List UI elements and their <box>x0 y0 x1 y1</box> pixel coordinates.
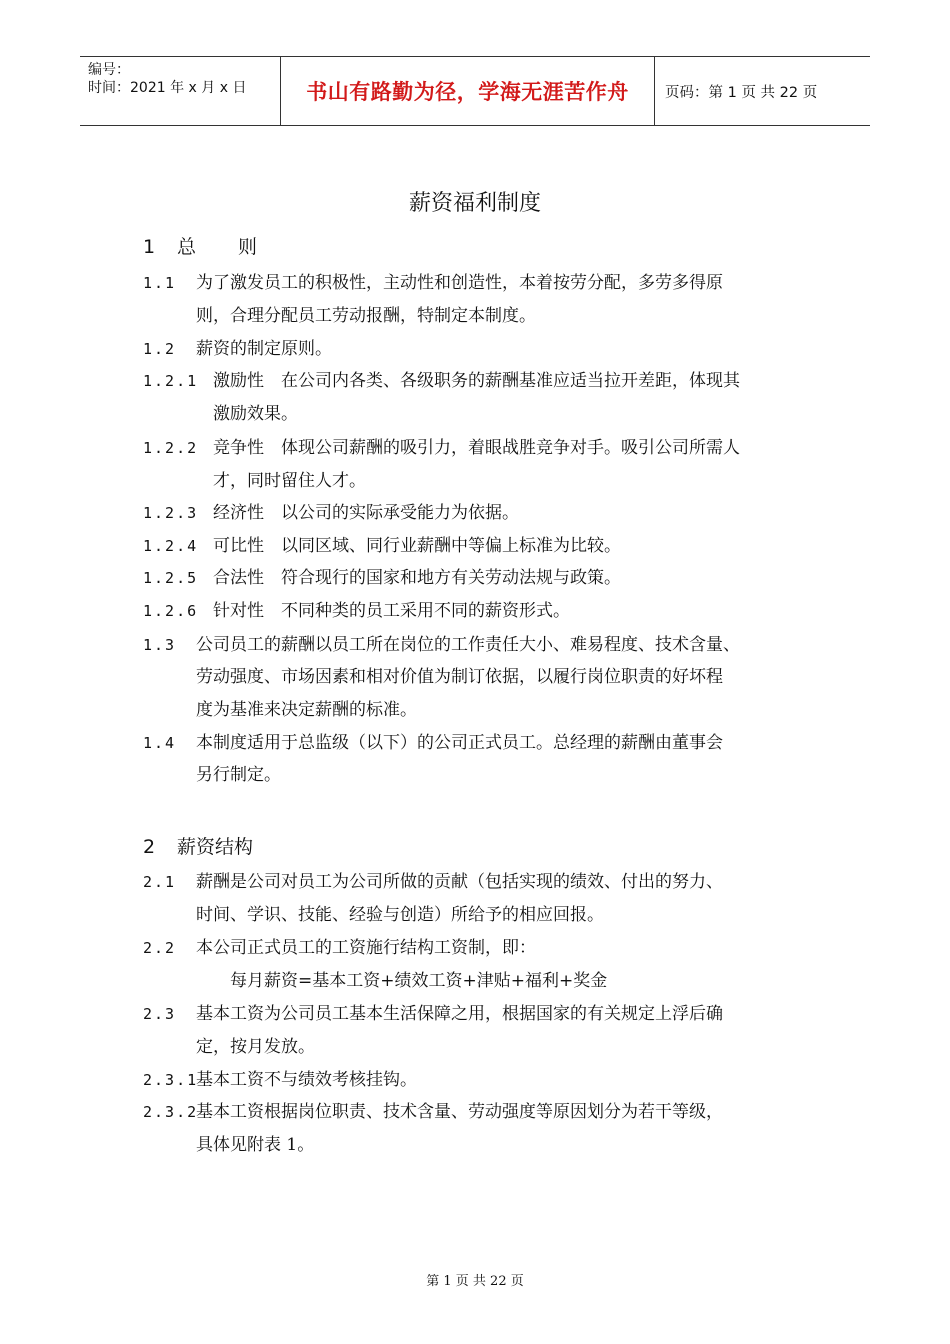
section-number: 1 <box>143 236 156 258</box>
time-label: 时间：2021 年 x 月 x 日 <box>88 80 247 96</box>
text-line <box>213 470 366 492</box>
clause-text: 竞争性 体现公司薪酬的吸引力，着眼战胜竞争对手。吸引公司所需人 <box>213 438 740 458</box>
clause-number: 1.2.5 <box>143 569 199 587</box>
clause-text: 本制度适用于总监级（以下）的公司正式员工。总经理的薪酬由董事会 <box>196 733 723 753</box>
clause-number: 2.1 <box>143 873 177 891</box>
clause-text-continued: 激励效果。 <box>213 404 298 424</box>
clause-text-continued: 每月薪资=基本工资+绩效工资+津贴+福利+奖金 <box>230 971 608 991</box>
clause-text: 基本工资不与绩效考核挂钩。 <box>196 1070 417 1090</box>
clause-number: 1.1 <box>143 274 177 292</box>
clause-number: 1.2.1 <box>143 372 199 390</box>
clause-text: 薪酬是公司对员工为公司所做的贡献（包括实现的绩效、付出的努力、 <box>196 872 723 892</box>
clause-text-continued: 定，按月发放。 <box>196 1037 315 1057</box>
text-line <box>196 699 417 721</box>
header-motto: 书山有路勤为径，学海无涯苦作舟 <box>281 57 655 125</box>
clause-text: 本公司正式员工的工资施行结构工资制，即： <box>196 938 536 958</box>
header-page-info: 页码：第 1 页 共 22 页 <box>665 84 818 101</box>
clause-text: 激励性 在公司内各类、各级职务的薪酬基准应适当拉开差距，体现其 <box>213 371 740 391</box>
clause-number: 1.2 <box>143 340 177 358</box>
clause-text-continued: 具体见附表 1。 <box>196 1135 315 1155</box>
text-line <box>230 970 607 992</box>
clause-number: 1.2.3 <box>143 504 199 522</box>
clause-text: 公司员工的薪酬以员工所在岗位的工作责任大小、难易程度、技术含量、 <box>196 635 740 655</box>
clause-number: 1.2.2 <box>143 439 199 457</box>
number-label: 编号： <box>88 62 130 78</box>
text-line <box>196 1134 314 1156</box>
text-line <box>196 904 604 926</box>
clause-text: 薪资的制定原则。 <box>196 339 332 359</box>
clause-number: 1.2.4 <box>143 537 199 555</box>
clause-text: 合法性 符合现行的国家和地方有关劳动法规与政策。 <box>213 568 621 588</box>
clause-text: 针对性 不同种类的员工采用不同的薪资形式。 <box>213 601 570 621</box>
clause-text: 为了激发员工的积极性，主动性和创造性，本着按劳分配，多劳多得原 <box>196 273 723 293</box>
section-heading-1 <box>143 232 275 259</box>
page-footer: 第 1 页 共 22 页 <box>426 1274 524 1289</box>
document-header <box>80 56 870 126</box>
clause-number: 1.3 <box>143 636 177 654</box>
clause-text-continued: 时间、学识、技能、经验与创造）所给予的相应回报。 <box>196 905 604 925</box>
clause-text-continued: 另行制定。 <box>196 765 281 785</box>
clause-text: 经济性 以公司的实际承受能力为依据。 <box>213 503 519 523</box>
clause-number: 2.2 <box>143 939 177 957</box>
section-heading-2 <box>143 832 253 859</box>
clause-text: 基本工资根据岗位职责、技术含量、劳动强度等原因划分为若干等级， <box>196 1102 723 1122</box>
text-line <box>196 305 536 327</box>
text-line <box>196 1036 315 1058</box>
clause-text-continued: 才，同时留住人才。 <box>213 471 366 491</box>
clause-number: 2.3 <box>143 1005 177 1023</box>
clause-number: 1.2.6 <box>143 602 199 620</box>
text-line <box>213 403 298 425</box>
text-line <box>196 764 281 786</box>
clause-number: 1.4 <box>143 734 177 752</box>
clause-text-continued: 则，合理分配员工劳动报酬，特制定本制度。 <box>196 306 536 326</box>
clause-text-continued: 劳动强度、市场因素和相对价值为制订依据，以履行岗位职责的好坏程 <box>196 667 723 687</box>
section-title: 薪资结构 <box>177 836 254 858</box>
clause-text-continued: 度为基准来决定薪酬的标准。 <box>196 700 417 720</box>
clause-number: 2.3.2 <box>143 1103 199 1121</box>
clause-number: 2.3.1 <box>143 1071 199 1089</box>
section-number: 2 <box>143 836 156 858</box>
clause-text: 基本工资为公司员工基本生活保障之用，根据国家的有关规定上浮后确 <box>196 1004 723 1024</box>
header-meta-cell <box>80 57 281 125</box>
text-line <box>196 666 723 688</box>
section-title: 总 则 <box>177 236 276 258</box>
document-title: 薪资福利制度 <box>408 191 541 216</box>
clause-text: 可比性 以同区域、同行业薪酬中等偏上标准为比较。 <box>213 536 621 556</box>
